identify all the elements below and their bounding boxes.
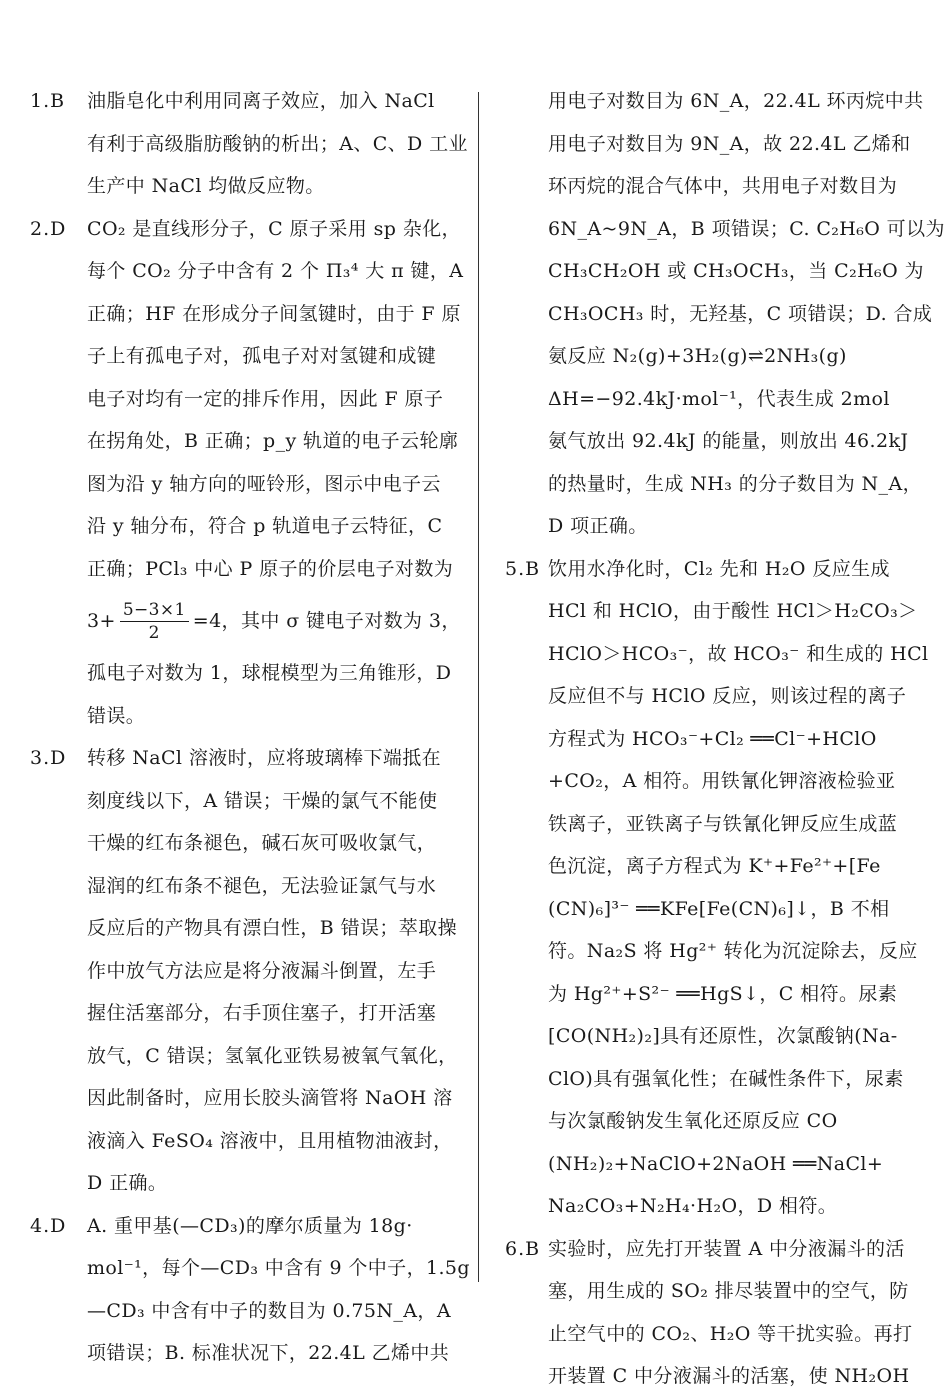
answer-entry-2 xyxy=(30,208,468,738)
text-line: 与次氯酸钠发生氧化还原反应 CO xyxy=(548,1110,838,1132)
text-line: 沿 y 轴分布，符合 p 轨道电子云特征，C xyxy=(87,515,443,537)
answer-text xyxy=(87,737,468,1205)
answer-number: 4.D xyxy=(30,1214,67,1237)
text-line: 转移 NaCl 溶液时，应将玻璃棒下端抵在 xyxy=(87,747,442,769)
text-line: A. 重甲基(—CD₃)的摩尔质量为 18g· xyxy=(87,1214,413,1237)
answer-text xyxy=(87,80,468,208)
answer-number: 6.B xyxy=(505,1237,541,1260)
text-line: 正确；HF 在形成分子间氢键时，由于 F 原 xyxy=(87,302,461,325)
text-line: (CN)₆]³⁻ ══KFe[Fe(CN)₆]↓，B 不相 xyxy=(548,897,890,920)
text-line: 错误。 xyxy=(87,704,146,727)
fraction-prefix: 3+ xyxy=(87,610,116,632)
text-line: 图为沿 y 轴方向的哑铃形，图示中电子云 xyxy=(87,472,441,495)
text-line: Na₂CO₃+N₂H₄·H₂O，D 相符。 xyxy=(548,1195,838,1217)
text-line: 6N_A~9N_A，B 项错误；C. C₂H₆O 可以为 xyxy=(548,217,945,240)
text-line: 液滴入 FeSO₄ 溶液中，且用植物油液封， xyxy=(87,1129,453,1152)
text-line: 湿润的红布条不褪色，无法验证氯气与水 xyxy=(87,874,437,897)
text-line: 子上有孤电子对，孤电子对对氢键和成键 xyxy=(87,345,437,367)
answer-entry-1 xyxy=(30,80,468,208)
fraction-numerator: 5−3×1 xyxy=(120,599,189,622)
answer-entry-4 xyxy=(30,1205,468,1375)
answer-number: 3.D xyxy=(30,747,67,769)
answer-text xyxy=(548,1228,925,1398)
text-line: 方程式为 HCO₃⁻+Cl₂ ══Cl⁻+HClO xyxy=(548,727,877,750)
text-line: (NH₂)₂+NaClO+2NaOH ══NaCl+ xyxy=(548,1152,884,1175)
fraction-suffix: =4，其中 σ 键电子对数为 3， xyxy=(192,610,461,632)
text-line: 每个 CO₂ 分子中含有 2 个 Π₃⁴ 大 π 键，A xyxy=(87,260,464,282)
text-line: 为 Hg²⁺+S²⁻ ══HgS↓，C 相符。尿素 xyxy=(548,982,898,1005)
text-line: 止空气中的 CO₂、H₂O 等干扰实验。再打 xyxy=(548,1322,913,1345)
text-line: 因此制备时，应用长胶头滴管将 NaOH 溶 xyxy=(87,1087,453,1109)
text-line: 有利于高级脂肪酸钠的析出；A、C、D 工业 xyxy=(87,132,468,155)
text-line: 在拐角处，B 正确；p_y 轨道的电子云轮廓 xyxy=(87,430,459,452)
text-line: 反应但不与 HClO 反应，则该过程的离子 xyxy=(548,685,907,707)
text-line: 孤电子对数为 1，球棍模型为三角锥形，D xyxy=(87,662,452,684)
text-line: 反应后的产物具有漂白性，B 错误；萃取操 xyxy=(87,917,458,939)
text-line: 握住活塞部分，右手顶住塞子，打开活塞 xyxy=(87,1002,437,1024)
text-line: 饮用水净化时，Cl₂ 先和 H₂O 反应生成 xyxy=(548,557,890,580)
fraction-line xyxy=(87,590,468,652)
text-line: 作中放气方法应是将分液漏斗倒置，左手 xyxy=(87,959,437,982)
text-line: —CD₃ 中含有中子的数目为 0.75N_A，A xyxy=(87,1299,451,1322)
text-line: ClO)具有强氧化性；在碱性条件下，尿素 xyxy=(548,1067,904,1090)
text-line: HCl 和 HClO，由于酸性 HCl＞H₂CO₃＞ xyxy=(548,600,918,622)
text-line: CH₃CH₂OH 或 CH₃OCH₃，当 C₂H₆O 为 xyxy=(548,260,924,282)
answer-number: 5.B xyxy=(505,557,541,580)
text-line: 符。Na₂S 将 Hg²⁺ 转化为沉淀除去，反应 xyxy=(548,940,918,962)
answer-text xyxy=(548,80,945,548)
text-line: 铁离子，亚铁离子与铁氰化钾反应生成蓝 xyxy=(548,812,898,835)
right-column xyxy=(505,80,945,1398)
text-line: CH₃OCH₃ 时，无羟基，C 项错误；D. 合成 xyxy=(548,302,933,325)
fraction xyxy=(120,599,189,644)
text-line: 项错误；B. 标准状况下，22.4L 乙烯中共 xyxy=(87,1342,450,1364)
answer-entry-3 xyxy=(30,737,468,1205)
answer-entry-6 xyxy=(505,1228,925,1398)
text-line: mol⁻¹，每个—CD₃ 中含有 9 个中子，1.5g xyxy=(87,1257,470,1279)
text-line: 色沉淀，离子方程式为 K⁺+Fe²⁺+[Fe xyxy=(548,855,881,877)
text-line: 生产中 NaCl 均做反应物。 xyxy=(87,175,325,197)
text-line: 塞，用生成的 SO₂ 排尽装置中的空气，防 xyxy=(548,1280,909,1302)
text-line: 的热量时，生成 NH₃ 的分子数目为 N_A， xyxy=(548,472,922,495)
fraction-denominator: 2 xyxy=(148,622,160,643)
text-line: 正确；PCl₃ 中心 P 原子的价层电子对数为 xyxy=(87,557,454,580)
text-line: 用电子对数目为 9N_A，故 22.4L 乙烯和 xyxy=(548,132,911,155)
answer-text xyxy=(87,1205,468,1375)
text-line: 氨反应 N₂(g)+3H₂(g)⇌2NH₃(g) xyxy=(548,345,847,367)
answer-text xyxy=(548,548,929,1228)
text-line: 放气，C 错误；氢氧化亚铁易被氧气氧化， xyxy=(87,1044,458,1067)
text-line: 环丙烷的混合气体中，共用电子对数目为 xyxy=(548,175,898,197)
text-line: 用电子对数目为 6N_A，22.4L 环丙烷中共 xyxy=(548,90,924,112)
text-line: 干燥的红布条褪色，碱石灰可吸收氯气， xyxy=(87,832,437,854)
text-line: HClO＞HCO₃⁻，故 HCO₃⁻ 和生成的 HCl xyxy=(548,642,929,665)
answer-number: 1.B xyxy=(30,90,66,112)
text-line: 实验时，应先打开装置 A 中分液漏斗的活 xyxy=(548,1237,905,1260)
text-line: D 项正确。 xyxy=(548,515,648,537)
text-line: ΔH=−92.4kJ·mol⁻¹，代表生成 2mol xyxy=(548,387,890,410)
text-line: +CO₂，A 相符。用铁氰化钾溶液检验亚 xyxy=(548,770,896,792)
answer-entry-5 xyxy=(505,548,929,1228)
text-line: 油脂皂化中利用同离子效应，加入 NaCl xyxy=(87,90,435,112)
column-divider xyxy=(478,92,479,1282)
text-line: 电子对均有一定的排斥作用，因此 F 原子 xyxy=(87,387,444,410)
text-line: [CO(NH₂)₂]具有还原性，次氯酸钠(Na- xyxy=(548,1025,898,1047)
answer-number: 2.D xyxy=(30,217,67,240)
text-line: CO₂ 是直线形分子，C 原子采用 sp 杂化， xyxy=(87,217,461,240)
answer-entry-4-continued xyxy=(505,80,945,548)
text-line: 刻度线以下，A 错误；干燥的氯气不能使 xyxy=(87,789,438,812)
text-line: 氨气放出 92.4kJ 的能量，则放出 46.2kJ xyxy=(548,430,909,452)
answer-text xyxy=(87,208,468,738)
left-column xyxy=(30,80,468,1375)
text-line: D 正确。 xyxy=(87,1172,168,1194)
text-line: 开装置 C 中分液漏斗的活塞，使 NH₂OH xyxy=(548,1365,910,1387)
